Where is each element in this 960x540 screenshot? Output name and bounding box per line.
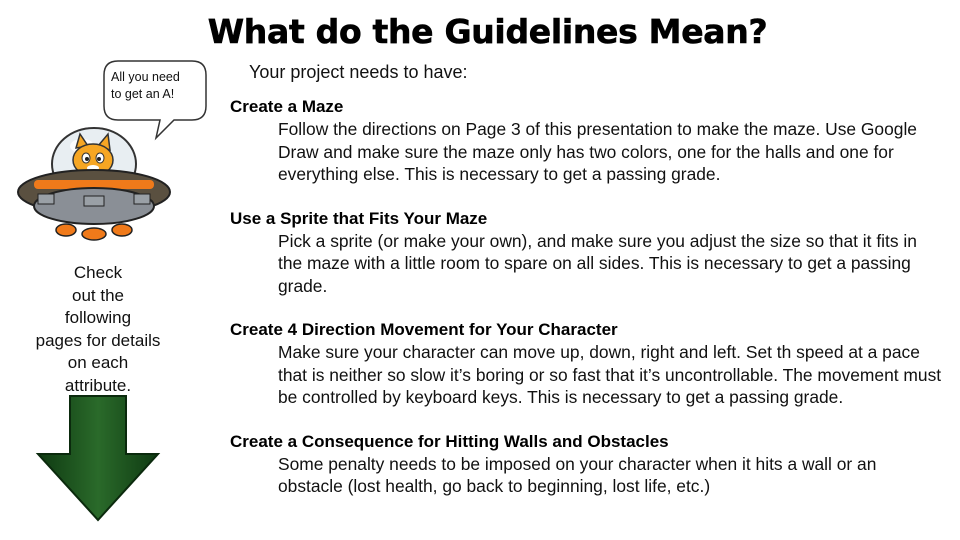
speech-bubble-line: All you need — [111, 70, 180, 84]
guideline-heading: Create a Consequence for Hitting Walls and Obstacles — [230, 431, 669, 451]
side-note-line: out the — [72, 285, 124, 305]
side-note — [24, 262, 172, 397]
guideline-body: Some penalty needs to be imposed on your character when it hits a wall or an obstacle (lost health, go back to beginning, lost life, etc.) — [278, 453, 877, 496]
intro-text: Your project needs to have: — [249, 62, 468, 82]
slide-title: What do the Guidelines Mean? — [207, 12, 768, 51]
guideline-item — [230, 319, 945, 409]
side-note-line: Check — [73, 263, 123, 282]
side-note-line: attribute. — [64, 375, 132, 395]
guideline-item — [230, 208, 945, 298]
guideline-body: Pick a sprite (or make your own), and make sure you adjust the size so that it fits in the maze with a little room to spare on all sides. This is necessary to get a passing grade. — [278, 230, 917, 296]
guidelines-list — [230, 96, 945, 520]
guideline-item — [230, 431, 945, 498]
guideline-body: Follow the directions on Page 3 of this presentation to make the maze. Use Google Draw and make sure the maze only has two colors, one for the halls and one for everything else. This is necessary to get a passing grade. — [278, 119, 917, 184]
speech-bubble-text — [111, 69, 206, 103]
speech-bubble-line: to get an A! — [111, 87, 175, 101]
cat-saucer-icon — [14, 122, 174, 248]
guideline-item — [230, 96, 945, 186]
guideline-heading: Create 4 Direction Movement for Your Character — [230, 320, 618, 339]
guideline-heading: Use a Sprite that Fits Your Maze — [230, 208, 488, 228]
side-note-line: following — [64, 308, 132, 327]
down-arrow-icon — [34, 394, 162, 524]
guideline-heading: Create a Maze — [230, 97, 344, 116]
side-note-line: pages for details — [35, 330, 161, 350]
guideline-body: Make sure your character can move up, down, right and left. Set th speed at a pace that is neither so slow it’s boring or so fast that it’s uncontrollable. The movement must be controlled by keyboard keys. This is necessary to get a passing grade. — [278, 342, 942, 407]
side-note-line: on each — [67, 353, 129, 372]
